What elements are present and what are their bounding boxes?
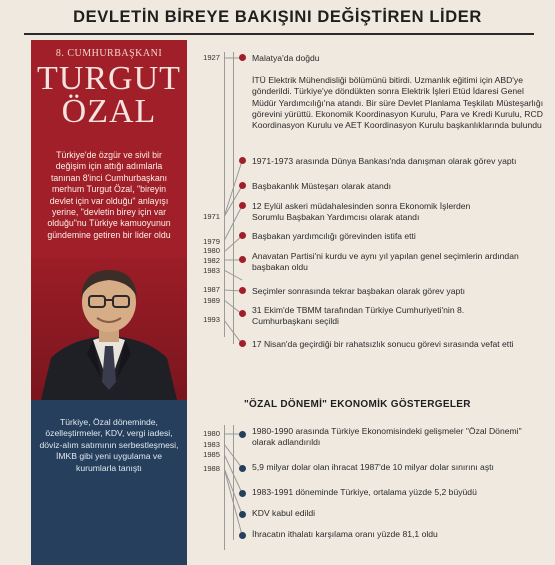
reforms-text: Türkiye, Özal döneminde, özelleştirmeler, KDV, vergi iadesi, döviz-alım satımının serbestleşmesi, İMKB gibi yeni uygulama ve kurumlarla tanıştı	[39, 417, 179, 473]
event-dot	[239, 157, 246, 164]
indicator-text: KDV kabul edildi	[252, 508, 316, 518]
event-text: 1971-1973 arasında Dünya Bankası'nda danışman olarak görev yaptı	[252, 156, 517, 166]
page-title: DEVLETİN BİREYE BAKIŞINI DEĞİŞTİREN LİDER	[73, 8, 482, 26]
event-dot	[239, 202, 246, 209]
indicator-text: İhracatın ithalatı karşılama oranı yüzde 81,1 oldu	[252, 529, 438, 539]
year-1980: 1980	[203, 246, 220, 255]
year-1982: 1982	[203, 256, 220, 265]
event-dot	[239, 232, 246, 239]
indicator-text: 5,9 milyar dolar olan ihracat 1987'de 10 milyar dolar sınırını aştı	[252, 462, 494, 472]
indicator-dot	[239, 511, 246, 518]
event-text: İTÜ Elektrik Mühendisliği bölümünü bitirdi. Uzmanlık eğitimi için ABD'ye gönderildi. Türkiye'ye döndükten sonra Elektrik İşleri Etüd İdaresi Genel Müdür Yardımcılığı'na atandı. Bir süre Devlet Planlama Teşkilatı Müsteşarlığı görevini yürüttü. Ekonomik Koordinasyon Kurulu, Para ve Kredi Kurulu, RCD Koordinasyon Kurulu ve AET Koordinasyon Kurulu başkanlıklarında bulundu	[252, 75, 544, 131]
event-text: 12 Eylül askeri müdahalesinden sonra Ekonomik İşlerden Sorumlu Başbakan Yardımcısı olarak atandı	[252, 201, 471, 223]
event-dot	[239, 54, 246, 61]
event-text: Seçimler sonrasında tekrar başbakan olarak görev yaptı	[252, 286, 466, 296]
event-text: 17 Nisan'da geçirdiği bir rahatsızlık sonucu görevi sırasında vefat etti	[252, 339, 514, 349]
profile-bio: Türkiye'de özgür ve sivil bir değişim için attığı adımlarla tanınan 8'inci Cumhurbaşkanı merhum Turgut Özal, "bireyin devlet için var olduğu" anlayışı yerine, "devletin birey için var olduğu"nu Türkiye kamuoyunun gündemine getiren bir lider oldu	[47, 150, 171, 240]
indicator-dot	[239, 532, 246, 539]
year-1927: 1927	[203, 53, 220, 62]
event-text: 31 Ekim'de TBMM tarafından Türkiye Cumhuriyeti'nin 8. Cumhurbaşkanı seçildi	[252, 305, 465, 327]
year-1993: 1993	[203, 315, 220, 324]
profile-subtitle: 8. CUMHURBAŞKANI	[55, 48, 163, 59]
indicator-dot	[239, 465, 246, 472]
event-text: Anavatan Partisi'ni kurdu ve aynı yıl yapılan genel seçimlerin ardından başbakan oldu	[252, 251, 519, 273]
year-1985: 1985	[203, 450, 220, 459]
event-text: Başbakanlık Müsteşarı olarak atandı	[252, 181, 392, 191]
year-1971: 1971	[203, 212, 220, 221]
profile-name-first: TURGUT	[37, 60, 181, 97]
indicator-dot	[239, 431, 246, 438]
event-dot	[239, 340, 246, 347]
profile-name-last: ÖZAL	[61, 93, 157, 130]
indicator-dot	[239, 490, 246, 497]
indicator-text: 1983-1991 döneminde Türkiye, ortalama yüzde 5,2 büyüdü	[252, 487, 477, 497]
year-1988: 1988	[203, 464, 220, 473]
year-1987: 1987	[203, 285, 220, 294]
event-text: Malatya'da doğdu	[252, 53, 320, 63]
year-1980: 1980	[203, 429, 220, 438]
year-1989: 1989	[203, 296, 220, 305]
portrait-photo	[31, 258, 187, 400]
event-dot	[239, 256, 246, 263]
year-1983: 1983	[203, 440, 220, 449]
indicator-text: 1980-1990 arasında Türkiye Ekonomisindeki gelişmeler "Özal Dönemi" olarak adlandırıldı	[252, 426, 522, 448]
portrait-illustration	[31, 258, 187, 400]
event-dot	[239, 182, 246, 189]
title-divider	[24, 33, 534, 35]
event-text: Başbakan yardımcılığı görevinden istifa etti	[252, 231, 416, 241]
economic-indicators-title: "ÖZAL DÖNEMİ" EKONOMİK GÖSTERGELER	[244, 399, 471, 410]
event-dot	[239, 310, 246, 317]
year-1983: 1983	[203, 266, 220, 275]
year-1979: 1979	[203, 237, 220, 246]
event-dot	[239, 287, 246, 294]
